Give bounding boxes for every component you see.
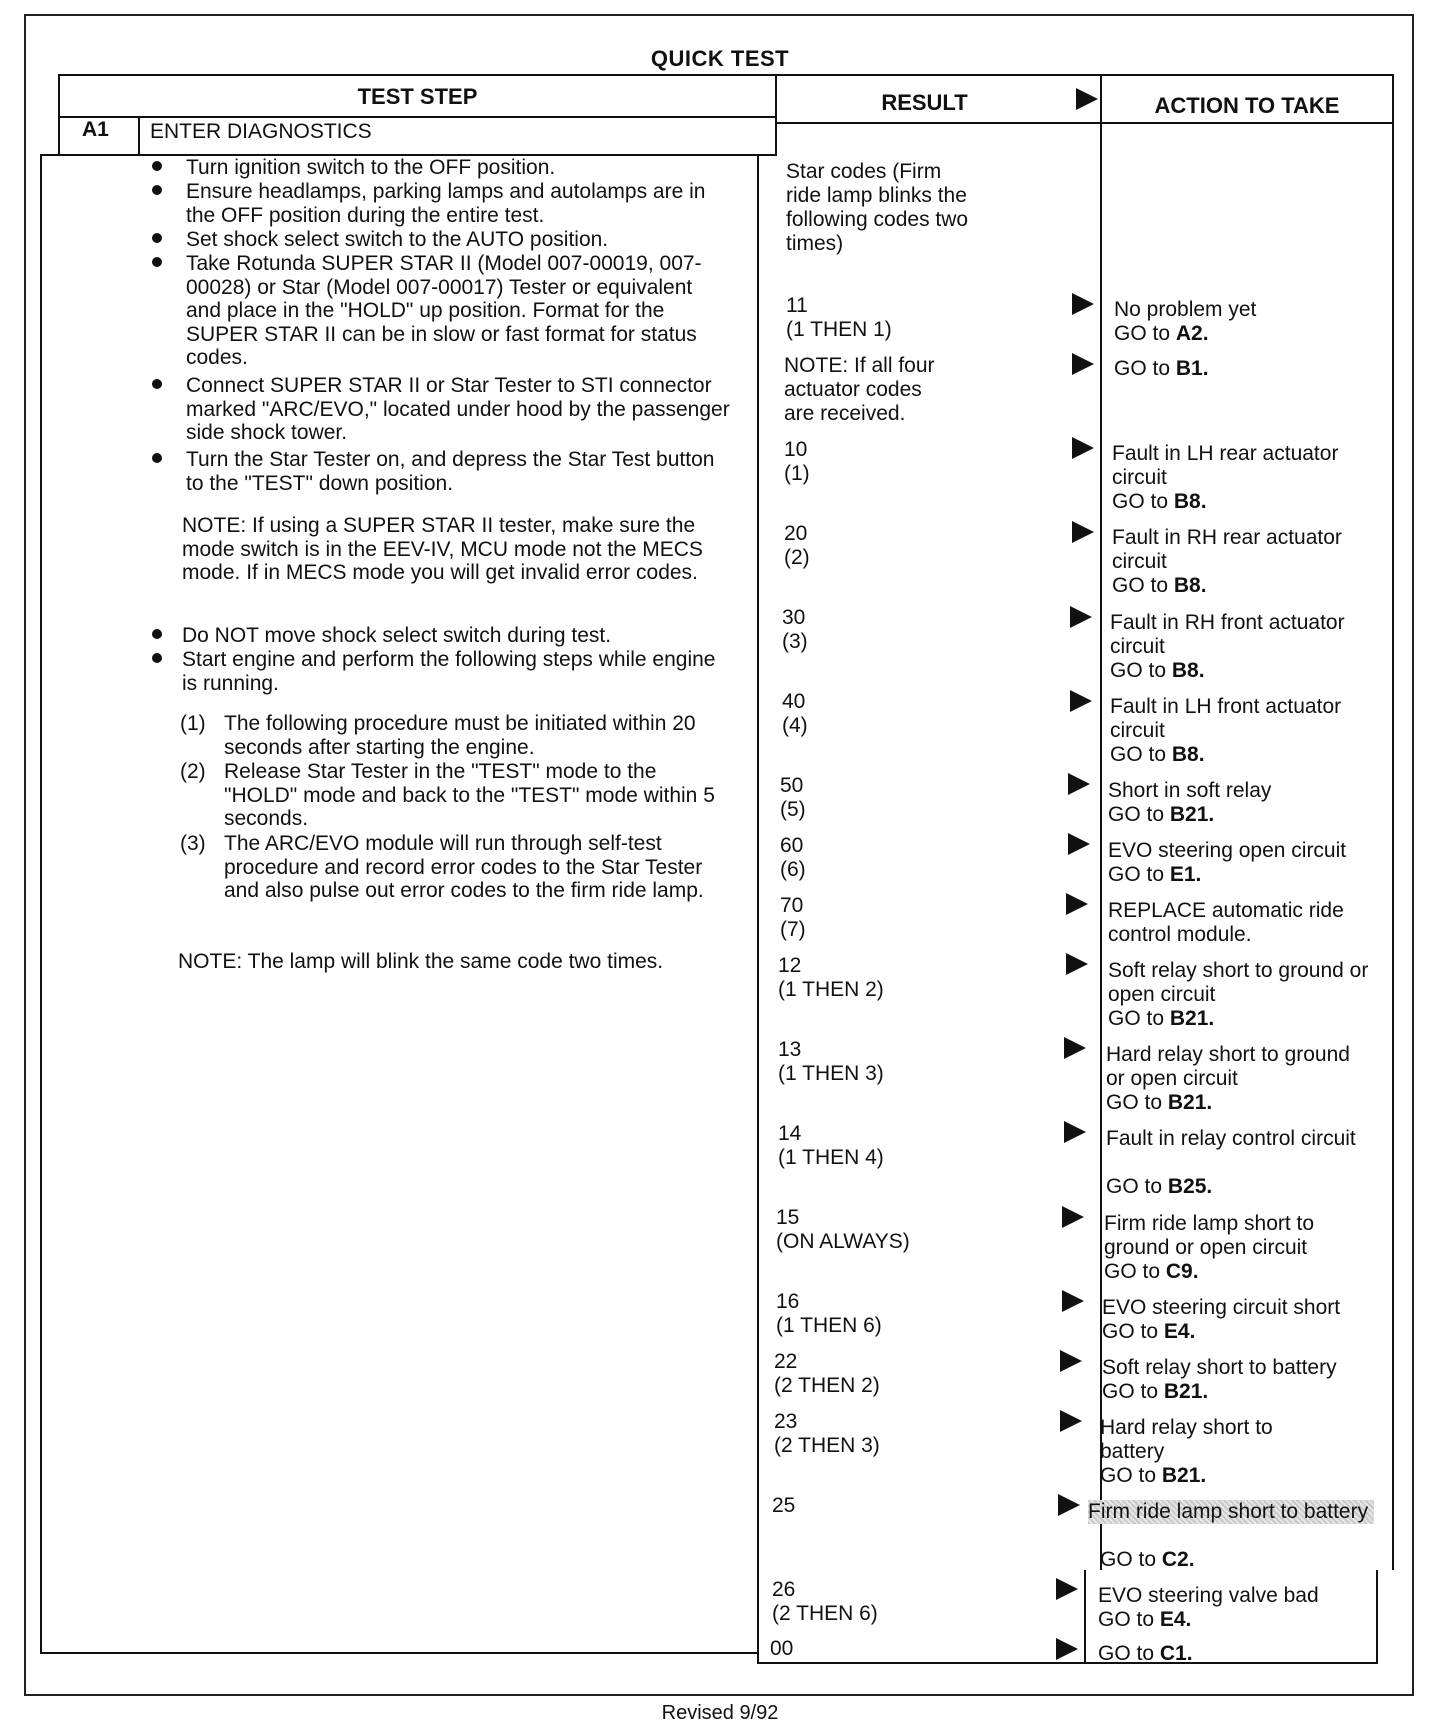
action-text: Fault in RH rear actuator circuit (1112, 526, 1342, 573)
result-arrow-icon (1066, 953, 1088, 975)
result-code-sequence: (1 THEN 2) (778, 978, 884, 1001)
result-code: 60 (780, 834, 804, 857)
result-arrow-icon (1072, 437, 1094, 459)
bullet-icon (152, 185, 162, 195)
action-goto-ref: E4. (1159, 1608, 1192, 1631)
result-code-sequence: (3) (782, 630, 808, 653)
action-goto: GO to B8. (1112, 574, 1207, 597)
instruction-item: Start engine and perform the following steps while engine is running. (182, 648, 716, 695)
substep-text: The following procedure must be initiated within 20 seconds after starting the engine. (224, 712, 696, 759)
result-code: 22 (774, 1350, 798, 1373)
action-goto: GO to B21. (1106, 1091, 1213, 1114)
action-text: Fault in RH front actuator circuit (1110, 611, 1345, 658)
result-code: 50 (780, 774, 804, 797)
action-goto-ref: B8. (1171, 743, 1205, 766)
result-code: 11 (786, 294, 808, 317)
header-divider-right (775, 122, 1394, 124)
revision-footer: Revised 9/92 (661, 1702, 779, 1724)
instruction-item: Set shock select switch to the AUTO position. (186, 228, 609, 251)
result-arrow-icon (1060, 1410, 1082, 1432)
result-arrow-icon (1070, 690, 1092, 712)
action-text: REPLACE automatic ride control module. (1108, 899, 1344, 946)
result-code-sequence: (ON ALWAYS) (776, 1230, 910, 1253)
substep-text: The ARC/EVO module will run through self-test procedure and record error codes to the Star Tester and also pulse out error codes to the firm ride lamp. (224, 832, 704, 902)
result-code: 20 (784, 522, 808, 545)
bullet-icon (152, 379, 162, 389)
instruction-item: Do NOT move shock select switch during test. (182, 624, 612, 647)
result-note-line2: actuator codes (784, 378, 922, 401)
result-intro: Star codes (Firm ride lamp blinks the following codes two times) (786, 160, 969, 255)
action-text: Soft relay short to battery (1102, 1356, 1337, 1379)
result-code-sequence: (1 THEN 6) (776, 1314, 882, 1337)
result-code: 70 (780, 894, 804, 917)
action-text: Soft relay short to ground or open circuit (1108, 959, 1369, 1006)
result-arrow-icon (1058, 1494, 1080, 1516)
action-goto: GO to B8. (1112, 490, 1207, 513)
result-code: 14 (778, 1122, 802, 1145)
table-right-border-top (1392, 74, 1394, 1570)
instruction-item: Turn ignition switch to the OFF position. (186, 156, 556, 179)
result-arrow-icon (1064, 1121, 1086, 1143)
substep-number: (3) (180, 832, 206, 855)
column-header-test-step: TEST STEP (357, 84, 478, 109)
action-left-border-bottom (1084, 1570, 1086, 1664)
result-arrow-icon (1072, 353, 1094, 375)
action-goto-ref: B8. (1173, 574, 1207, 597)
result-code-sequence: (7) (780, 918, 806, 941)
result-code-sequence: (2 THEN 2) (774, 1374, 880, 1397)
action-text-highlighted: Firm ride lamp short to battery (1088, 1500, 1374, 1524)
action-goto-ref: C2. (1161, 1548, 1195, 1571)
action-left-border-top (1100, 74, 1102, 1570)
action-goto-ref: A2. (1175, 322, 1209, 345)
action-goto-ref: C1. (1159, 1642, 1193, 1665)
result-note: NOTE: If all four (784, 354, 935, 377)
result-code-sequence: (2) (784, 546, 810, 569)
result-arrow-icon (1060, 1350, 1082, 1372)
action-goto: GO to B21. (1100, 1464, 1207, 1487)
result-code-sequence: (1 THEN 1) (786, 318, 892, 341)
action-goto-ref: B25. (1167, 1175, 1213, 1198)
action-goto: GO to B21. (1108, 803, 1215, 826)
instruction-item: Turn the Star Tester on, and depress the Star Test button to the "TEST" down position. (186, 448, 715, 495)
action-goto: GO to C2. (1100, 1548, 1195, 1571)
action-text: Fault in relay control circuit (1106, 1127, 1356, 1150)
result-arrow-icon (1066, 893, 1088, 915)
column-header-result: RESULT (881, 90, 968, 115)
result-arrow-icon (1062, 1206, 1084, 1228)
result-arrow-icon (1064, 1037, 1086, 1059)
result-code: 15 (776, 1206, 800, 1229)
result-code-sequence: (1 THEN 4) (778, 1146, 884, 1169)
action-goto: GO to B8. (1110, 743, 1205, 766)
action-text: No problem yet (1114, 298, 1257, 321)
step-name: ENTER DIAGNOSTICS (150, 120, 372, 143)
substep-text: Release Star Tester in the "TEST" mode to the "HOLD" mode and back to the "TEST" mode within 5 seconds. (224, 760, 715, 830)
action-goto: GO to B25. (1106, 1175, 1213, 1198)
result-code-sequence: (2 THEN 6) (772, 1602, 878, 1625)
bullet-icon (152, 257, 162, 267)
result-code: 30 (782, 606, 806, 629)
action-goto-ref: B21. (1163, 1380, 1209, 1403)
bullet-icon (152, 233, 162, 243)
result-code-sequence: (5) (780, 798, 806, 821)
result-arrow-icon (1056, 1638, 1078, 1660)
result-code: 13 (778, 1038, 802, 1061)
action-goto: GO to B8. (1110, 659, 1205, 682)
action-goto-ref: E1. (1169, 863, 1202, 886)
result-code: 00 (770, 1637, 794, 1660)
step-id-divider (138, 116, 140, 156)
action-goto: GO to B21. (1102, 1380, 1209, 1403)
result-code: 25 (772, 1494, 796, 1517)
note-lamp-blink: NOTE: The lamp will blink the same code two times. (178, 950, 664, 973)
result-arrow-icon (1070, 606, 1092, 628)
action-goto: GO to C1. (1098, 1642, 1193, 1665)
result-code: 23 (774, 1410, 798, 1433)
action-goto-ref: B21. (1169, 803, 1215, 826)
result-code: 26 (772, 1578, 796, 1601)
result-code-sequence: (6) (780, 858, 806, 881)
action-goto: GO to A2. (1114, 322, 1209, 345)
table-bottom-border-left (40, 1652, 757, 1654)
action-goto-ref: B21. (1167, 1091, 1213, 1114)
action-goto-ref: B21. (1169, 1007, 1215, 1030)
action-text: Short in soft relay (1108, 779, 1272, 802)
action-goto: GO to E4. (1098, 1608, 1192, 1631)
page-title: QUICK TEST (650, 46, 790, 71)
instruction-item: Ensure headlamps, parking lamps and autolamps are in the OFF position during the entire test. (186, 180, 706, 227)
table-bottom-border-right (757, 1662, 1377, 1664)
action-goto-ref: B21. (1161, 1464, 1207, 1487)
result-arrow-icon (1072, 521, 1094, 543)
column-header-action: ACTION TO TAKE (1154, 93, 1340, 118)
result-arrow-icon (1062, 1290, 1084, 1312)
action-text: EVO steering valve bad (1098, 1584, 1319, 1607)
action-goto: GO to B21. (1108, 1007, 1215, 1030)
note-super-star: NOTE: If using a SUPER STAR II tester, make sure the mode switch is in the EEV-IV, MCU mode not the MECS mode. If in MECS mode you will get invalid error codes. (182, 514, 703, 584)
result-code-sequence: (2 THEN 3) (774, 1434, 880, 1457)
substep-number: (2) (180, 760, 206, 783)
result-code: 12 (778, 954, 802, 977)
bullet-icon (152, 453, 162, 463)
result-arrow-icon (1072, 293, 1094, 315)
action-goto-ref: B8. (1173, 490, 1207, 513)
action-goto-ref: B1. (1175, 357, 1209, 380)
substep-number: (1) (180, 712, 206, 735)
action-goto-ref: E4. (1163, 1320, 1196, 1343)
action-goto-ref: B8. (1171, 659, 1205, 682)
result-note-line3: are received. (784, 402, 906, 425)
header-divider (58, 116, 775, 118)
result-arrow-icon (1056, 1578, 1078, 1600)
result-arrow-icon (1068, 773, 1090, 795)
bullet-icon (152, 653, 162, 663)
table-left-border (40, 154, 42, 1652)
action-goto-ref: C9. (1165, 1260, 1199, 1283)
action-text: Hard relay short to ground or open circuit (1106, 1043, 1350, 1090)
table-right-border-bottom (1376, 1570, 1378, 1664)
action-text: Fault in LH front actuator circuit (1110, 695, 1342, 742)
action-text: Firm ride lamp short to ground or open circuit (1104, 1212, 1315, 1259)
result-code: 40 (782, 690, 806, 713)
action-goto: GO to B1. (1114, 357, 1209, 380)
result-arrow-icon (1068, 833, 1090, 855)
bullet-icon (152, 629, 162, 639)
action-text: Fault in LH rear actuator circuit (1112, 442, 1339, 489)
instruction-item: Connect SUPER STAR II or Star Tester to STI connector marked "ARC/EVO," located under hood by the passenger side shock tower. (186, 374, 730, 444)
result-code: 10 (784, 438, 808, 461)
step-id: A1 (82, 118, 109, 141)
result-code-sequence: (1) (784, 462, 810, 485)
action-text: EVO steering circuit short (1102, 1296, 1341, 1319)
result-code-sequence: (4) (782, 714, 808, 737)
action-text: EVO steering open circuit (1108, 839, 1347, 862)
table-top-border (58, 74, 1394, 76)
result-code: 16 (776, 1290, 800, 1313)
result-code-sequence: (1 THEN 3) (778, 1062, 884, 1085)
action-goto: GO to E1. (1108, 863, 1202, 886)
action-goto: GO to C9. (1104, 1260, 1199, 1283)
instruction-item: Take Rotunda SUPER STAR II (Model 007-00019, 007-00028) or Star (Model 007-00017) Tester or equivalent and place in the "HOLD" up position. Format for the SUPER STAR II can be in slow or fast format for status codes. (186, 252, 702, 369)
bullet-icon (152, 161, 162, 171)
result-left-border (757, 154, 759, 1664)
table-left-step-border (40, 154, 60, 156)
result-arrow-icon (1076, 88, 1098, 110)
action-goto: GO to E4. (1102, 1320, 1196, 1343)
action-text: Hard relay short to battery (1100, 1416, 1273, 1463)
